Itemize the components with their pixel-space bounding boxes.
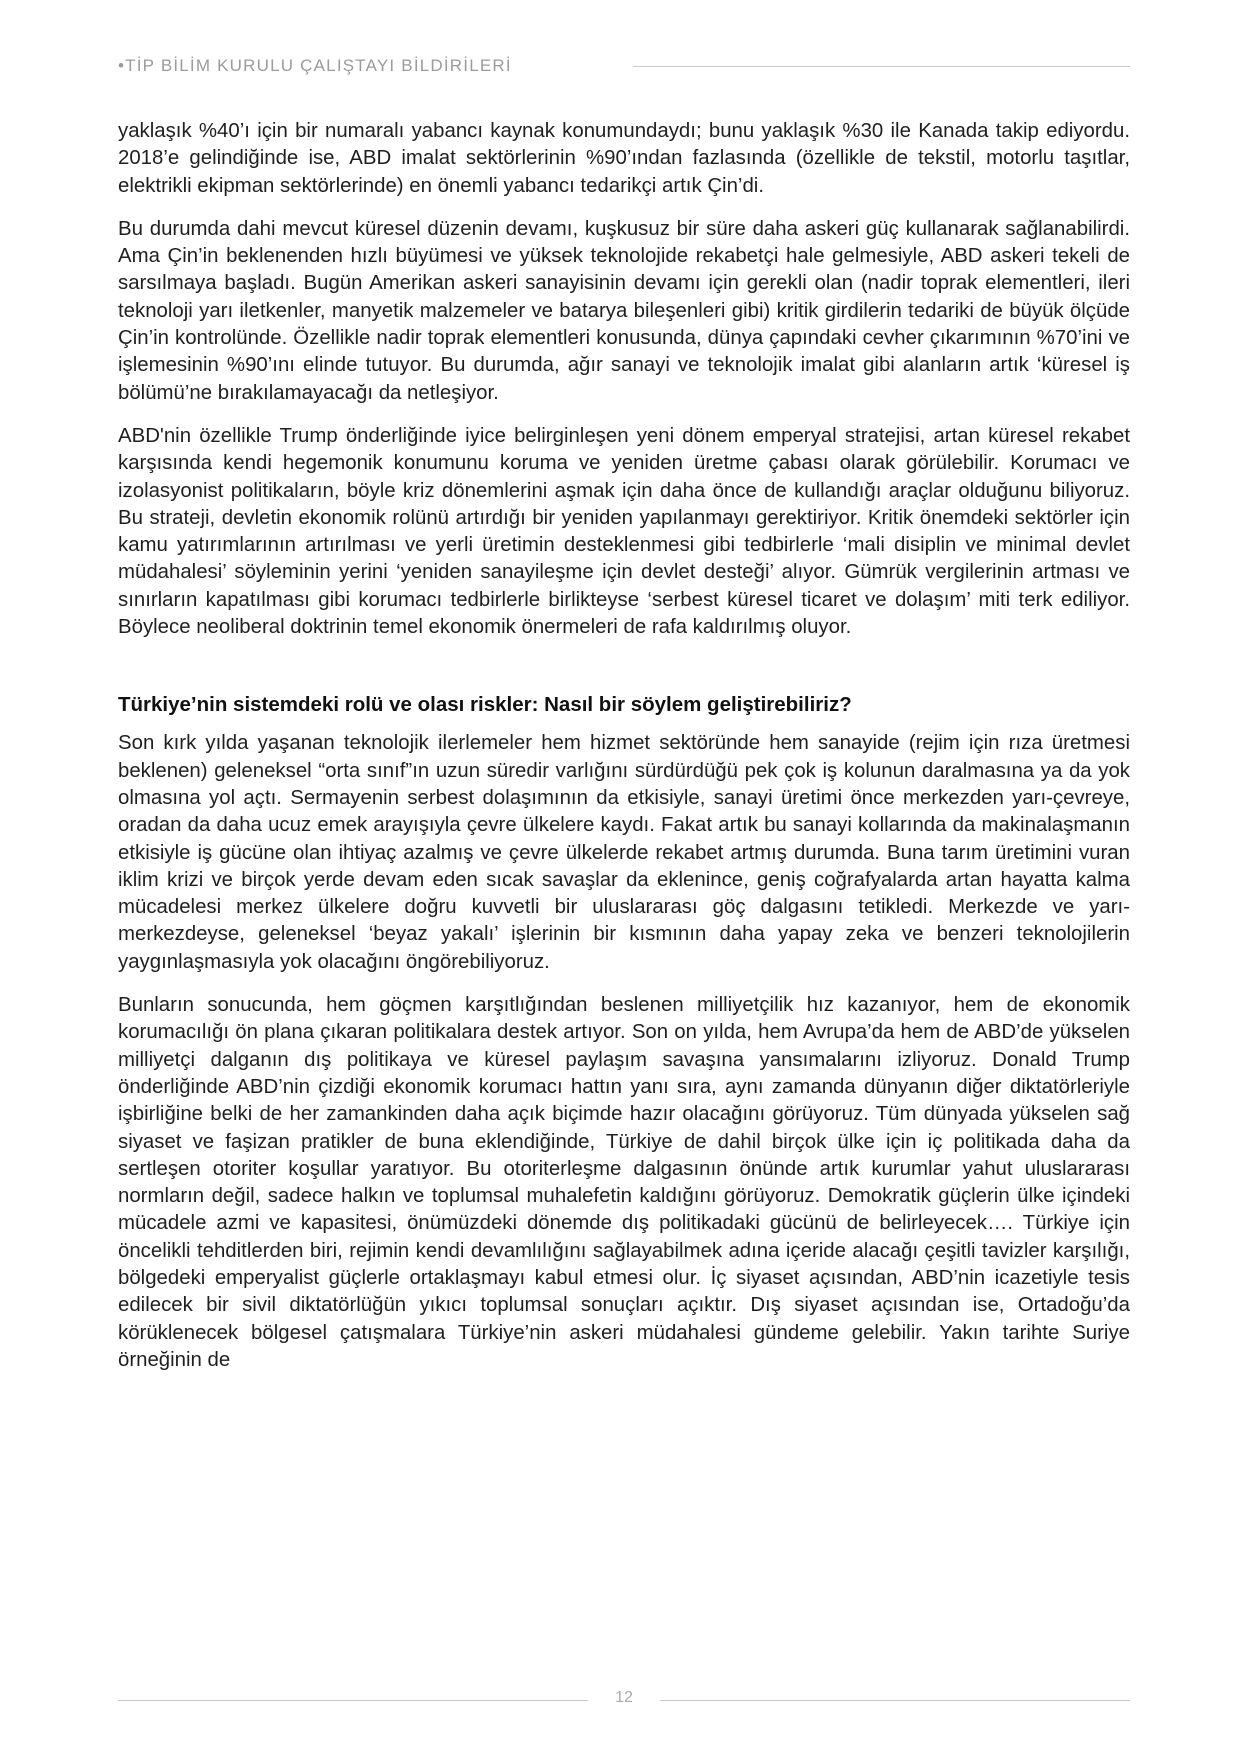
body-paragraph: Bunların sonucunda, hem göçmen karşıtlığından beslenen milliyetçilik hız kazanıyor, hem de ekonomik korumacılığı ön plana çıkaran politikalara destek artıyor. Son on yılda, hem Avrupa’da hem de ABD’de yükselen milliyetçi dalganın dış politikaya ve küresel paylaşım savaşına yansımalarını izliyoruz. Donald Trump önderliğinde ABD’nin çizdiği ekonomik korumacı hattın yanı sıra, aynı zamanda dünyanın diğer diktatörleriyle işbirliğine belki de her zamankinden daha açık biçimde hazır olacağını görüyoruz. Tüm dünyada yükselen sağ siyaset ve faşizan pratikler de buna eklendiğinde, Türkiye de dahil birçok ülke için iç politikada daha da sertleşen otoriter koşullar yaratıyor. Bu otoriterleşme dalgasının önünde artık kurumlar yahut uluslararası normların değil, sadece halkın ve toplumsal muhalefetin kaldığını görüyoruz. Demokratik güçlerin ülke içindeki mücadele azmi ve kapasitesi, önümüzdeki dönemde dış politikadaki gücünü de belirleyecek…. Türkiye için öncelikli tehditlerden biri, rejimin kendi devamlılığını sağlayabilmek adına içeride alacağı çeşitli tavizler karşılığı, bölgedeki emperyalist güçlerle ortaklaşmayı kabul etmesi olur. İç siyaset açısından, ABD’nin icazetiyle tesis edilecek bir sivil diktatörlüğün yıkıcı toplumsal sonuçları açıktır. Dış siyaset açısından ise, Ortadoğu’da körüklenecek bölgesel çatışmalara Türkiye’nin askeri müdahalesi gündeme gelebilir. Yakın tarihte Suriye örneğinin de: [118, 994, 1130, 1371]
page-footer: [118, 1689, 1130, 1713]
page-content: [118, 118, 1130, 1390]
footer-divider-right: [660, 1700, 1130, 1701]
header-divider: [633, 66, 1130, 67]
running-header-title: •TİP BİLİM KURULU ÇALIŞTAYI BİLDİRİLERİ: [118, 56, 512, 75]
page-header: [118, 56, 1130, 80]
body-paragraph: yaklaşık %40’ı için bir numaralı yabancı kaynak konumundaydı; bunu yaklaşık %30 ile Kanada takip ediyordu. 2018’e gelindiğinde ise, ABD imalat sektörlerinin %90’ından fazlasında (özellikle de tekstil, motorlu taşıtlar, elektrikli ekipman sektörlerinde) en önemli yabancı tedarikçi artık Çin’di.: [118, 120, 1130, 197]
page-number: 12: [615, 1689, 633, 1706]
section-heading: Türkiye’nin sistemdeki rolü ve olası riskler: Nasıl bir söylem geliştirebiliriz?: [118, 693, 852, 717]
body-paragraph: ABD'nin özellikle Trump önderliğinde iyice belirginleşen yeni dönem emperyal stratejisi, artan küresel rekabet karşısında kendi hegemonik konumunu koruma ve yeniden üretme çabası olarak görülebilir. Korumacı ve izolasyonist politikaların, böyle kriz dönemlerini aşmak için daha önce de kullandığı araçlar olduğunu biliyoruz. Bu strateji, devletin ekonomik rolünü artırdığı bir yeniden yapılanmayı gerektiriyor. Kritik önemdeki sektörler için kamu yatırımlarının artırılması ve yerli üretimin desteklenmesi gibi tedbirlerle ‘mali disiplin ve minimal devlet müdahalesi’ söyleminin yerini ‘yeniden sanayileşme için devlet desteği’ alıyor. Gümrük vergilerinin artması ve sınırların kapatılması gibi korumacı tedbirlerle birlikteyse ‘serbest küresel ticaret ve dolaşım’ miti terk ediliyor. Böylece neoliberal doktrinin temel ekonomik önermeleri de rafa kaldırılmış oluyor.: [118, 424, 1130, 639]
body-paragraph: Son kırk yılda yaşanan teknolojik ilerlemeler hem hizmet sektöründe hem sanayide (rejim için rıza üretmesi beklenen) geleneksel “orta sınıf”ın uzun süredir varlığını sürdürdüğü pek çok iş kolunun daralmasına ya da yok olmasına yol açtı. Sermayenin serbest dolaşımının da etkisiyle, sanayi üretimi önce merkezden yarı-çevreye, oradan da daha ucuz emek arayışıyla çevre ülkelere kaydı. Fakat artık bu sanayi kollarında da makinalaşmanın etkisiyle iş gücüne olan ihtiyaç azalmış ve çevre ülkelerde rekabet artmış durumda. Buna tarım üretimini vuran iklim krizi ve birçok yerde devam eden sıcak savaşlar da eklenince, geniş coğrafyalarda artan hayatta kalma mücadelesi merkez ülkelere doğru kuvvetli bir uluslararası göç dalgasını tetikledi. Merkezde ve yarı-merkezdeyse, geleneksel ‘beyaz yakalı’ işlerinin bir kısmının daha yapay zeka ve benzeri teknolojilerin yaygınlaşmasıyla yok olacağını öngörebiliyoruz.: [118, 732, 1130, 973]
body-paragraph: Bu durumda dahi mevcut küresel düzenin devamı, kuşkusuz bir süre daha askeri güç kullanarak sağlanabilirdi. Ama Çin’in beklenenden hızlı büyümesi ve yüksek teknolojide rekabetçi hale gelmesiyle, ABD askeri tekeli de sarsılmaya başladı. Bugün Amerikan askeri sanayisinin devamı için gerekli olan (nadir toprak elementleri, ileri teknoloji yarı iletkenler, manyetik malzemeler ve batarya bileşenleri gibi) kritik girdilerin tedariki de büyük ölçüde Çin’in kontrolünde. Özellikle nadir toprak elementleri konusunda, dünya çapındaki cevher çıkarımının %70’ini ve işlemesinin %90’ını elinde tutuyor. Bu durumda, ağır sanayi ve teknolojik imalat gibi alanların artık ‘küresel iş bölümü’ne bırakılamayacağı da netleşiyor.: [118, 217, 1130, 404]
